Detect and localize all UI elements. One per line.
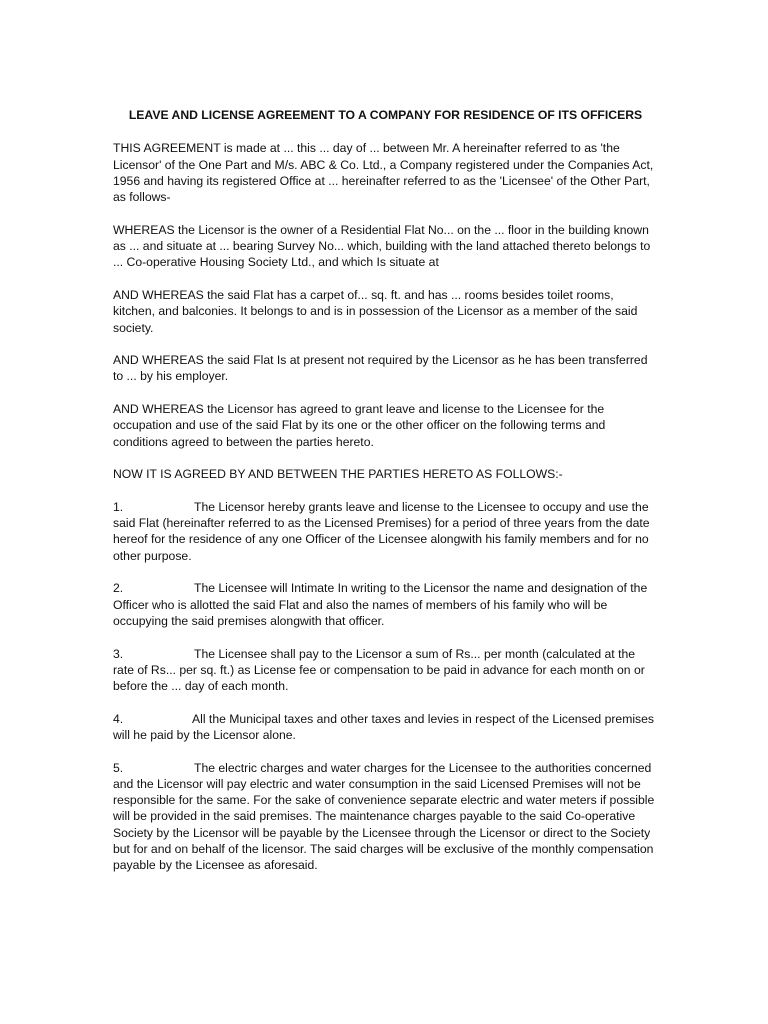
document-title: LEAVE AND LICENSE AGREEMENT TO A COMPANY FOR RESIDENCE OF ITS OFFICERS <box>128 108 643 122</box>
paragraph-agreement-intro: THIS AGREEMENT is made at ... this ... day of ... between Mr. A hereinafter referred to as 'the Licensor' of the One Part and M/s. ABC & Co. Ltd., a Company registered under the Companies Act, 1956 and having its registered Office at ... hereinafter referred to as the 'Licensee' of the Other Part, as follows- <box>113 141 654 205</box>
paragraph-whereas-carpet: AND WHEREAS the said Flat has a carpet of... sq. ft. and has ... rooms besides toilet rooms, kitchen, and balconies. It belongs to and is in possession of the Licensor as a member of the said society. <box>113 287 638 335</box>
paragraph-whereas-owner: WHEREAS the Licensor is the owner of a Residential Flat No... on the ... floor in the building known as ... and situate at ... bearing Survey No... which, building with the land attached thereto belongs to ... Co-operative Housing Society Ltd., and which Is situate at <box>113 222 651 270</box>
clause-text: The Licensee shall pay to the Licensor a sum of Rs... per month (calculated at the rate of Rs... per sq. ft.) as License fee or compensation to be paid in advance for each month on or before the ... day of each month. <box>113 646 645 694</box>
paragraph-now-agreed: NOW IT IS AGREED BY AND BETWEEN THE PARTIES HERETO AS FOLLOWS:- <box>113 467 563 482</box>
clause-text: All the Municipal taxes and other taxes and levies in respect of the Licensed premises will he paid by the Licensor alone. <box>113 711 655 742</box>
clause-number: 1. <box>113 499 124 514</box>
clause-number: 5. <box>113 760 124 775</box>
clause-2 <box>113 580 658 629</box>
clause-number: 4. <box>113 711 124 726</box>
clause-text: The Licensee will Intimate In writing to the Licensor the name and designation of the Officer who is allotted the said Flat and also the names of members of his family who will be occupying the said premises alongwith that officer. <box>113 581 648 628</box>
clause-4 <box>113 711 658 744</box>
clause-5 <box>113 760 658 874</box>
paragraph-whereas-not-required: AND WHEREAS the said Flat Is at present not required by the Licensor as he has been transferred to ... by his employer. <box>113 353 648 384</box>
document-page <box>113 107 658 890</box>
paragraph-whereas-agreed: AND WHEREAS the Licensor has agreed to grant leave and license to the Licensee for the occupation and use of the said Flat by its one or the other officer on the following terms and conditions agreed to between the parties hereto. <box>113 402 606 449</box>
clause-number: 2. <box>113 581 124 596</box>
clause-number: 3. <box>113 646 124 661</box>
clause-text: The electric charges and water charges for the Licensee to the authorities concerned and the Licensor will pay electric and water consumption in the said Licensed Premises will not be responsible for the same. For the sake of convenience separate electric and water meters if possible will be provided in the said premises. The maintenance charges payable to the said Co-operative Society by the Licensor will be payable by the Licensee through the Licensor or direct to the Society but for and on behalf of the licensor. The said charges will be exclusive of the monthly compensation payable by the Licensee as aforesaid. <box>113 760 655 873</box>
clause-3 <box>113 646 658 695</box>
clause-text: The Licensor hereby grants leave and license to the Licensee to occupy and use the said Flat (hereinafter referred to as the Licensed Premises) for a period of three years from the date hereof for the residence of any one Officer of the Licensee alongwith his family members and for no other purpose. <box>113 499 650 563</box>
clause-1 <box>113 499 658 564</box>
